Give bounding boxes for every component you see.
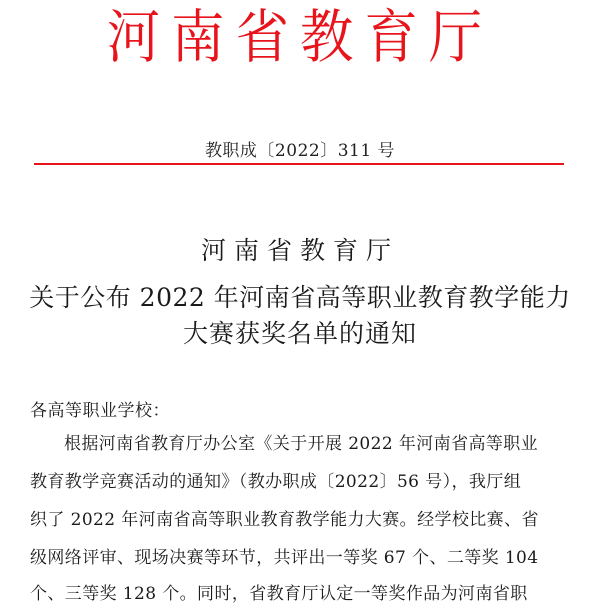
body-line: 根据河南省教育厅办公室《关于开展 2022 年河南省高等职业 — [64, 434, 539, 454]
body-line: 个、三等奖 128 个。同时，省教育厅认定一等奖作品为河南省职 — [30, 584, 528, 604]
salutation: 各高等职业学校： — [30, 401, 170, 421]
document-number: 教职成〔2022〕311 号 — [204, 141, 396, 161]
body-line: 织了 2022 年河南省高等职业教育教学能力大赛。经学校比赛、省 — [30, 510, 539, 530]
red-separator-line — [34, 163, 564, 165]
body-line: 级网络评审、现场决赛等环节，共评出一等奖 67 个、二等奖 104 — [30, 548, 539, 568]
title-line-3: 大赛获奖名单的通知 — [182, 319, 417, 348]
title-line-1: 河南省教育厅 — [200, 236, 399, 265]
body-line: 教育教学竞赛活动的通知》（教办职成〔2022〕56 号），我厅组 — [30, 472, 522, 492]
title-line-2: 关于公布 2022 年河南省高等职业教育教学能力 — [29, 283, 571, 312]
issuing-authority-masthead: 河南省教育厅 — [106, 3, 494, 71]
